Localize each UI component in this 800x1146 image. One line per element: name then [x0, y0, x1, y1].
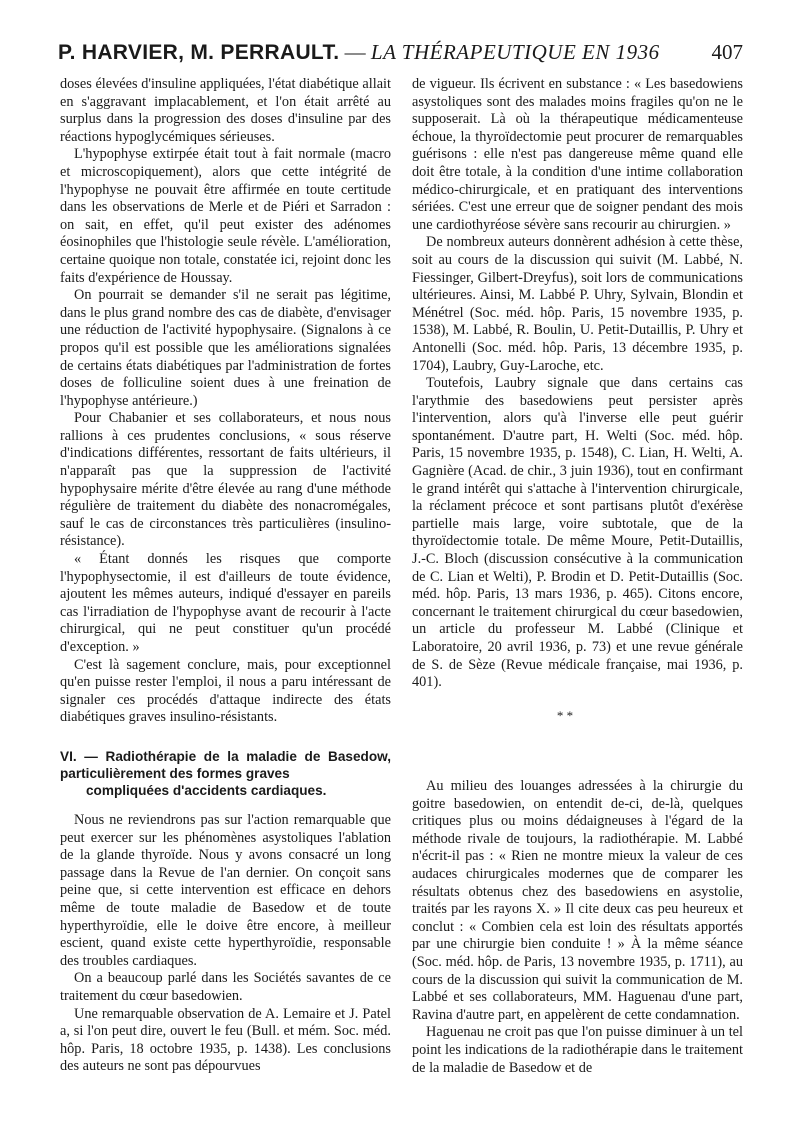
paragraph: doses élevées d'insuline appliquées, l'état diabétique allait en s'aggravant implacablement, et l'on était arrêté au surplus dans la progression des doses d'insuline par des réactions hypoglycémiques sérieuses. [60, 76, 391, 145]
paragraph: On pourrait se demander s'il ne serait pas légitime, dans le plus grand nombre des cas de diabète, d'envisager une réduction de l'activité hypophysaire. (Signalons à ce propos qu'il est possible que les améliorations signalées de certains états diabétiques par l'administration de fortes doses de folliculine soient dues à une freination de l'hypophyse antérieure.) [60, 287, 391, 409]
paragraph: Toutefois, Laubry signale que dans certains cas l'arythmie des basedowiens peut persister après l'intervention, alors qu'à l'inverse elle peut guérir spontanément. D'autre part, H. Welti (Soc. méd. hôp. Paris, 15 novembre 1935, p. 1548), C. Lian, H. Welti, A. Gagnière (Acad. de chir., 3 juin 1936), tout en confirmant le grand intérêt qui s'attache à l'intervention chirurgicale, la réclament précoce et sont partisans plutôt d'exérèse partielle mais large, voire subtotale, que de la thyroïdectomie totale. De même Moure, Petit-Dutaillis, J.-C. Bloch (discussion consécutive à la communication de C. Lian et Welti), P. Brodin et D. Petit-Dutaillis (Soc. méd. hôp. Paris, 13 mars 1936, p. 465). Citons encore, concernant le traitement chirurgical du cœur basedowien, un article du professeur M. Labbé (Clinique et Laboratoire, 20 avril 1936, p. 73) et une revue générale de S. de Sèze (Revue médicale française, mai 1936, p. 401). [412, 375, 743, 691]
paragraph: C'est là sagement conclure, mais, pour exceptionnel qu'en puisse rester l'emploi, il nous a paru intéressant de signaler ces procédés d'attaque indirecte des états diabétiques graves insulino-résistants. [60, 656, 391, 726]
paragraph: Nous ne reviendrons pas sur l'action remarquable que peut exercer sur les phénomènes asystoliques l'ablation de la glande thyroïde. Nous y avons consacré un long passage dans la Revue de l'an dernier. On conçoit sans peine que, si cette intervention est efficace en dehors même de toute maladie de Basedow et de toute hyperthyroïdie, elle le doive être encore, à meilleur escient, quand existe cette hyperthyroïdie, responsable des troubles cardiaques. [60, 812, 391, 969]
page-number: 407 [711, 40, 743, 64]
paragraph: Haguenau ne croit pas que l'on puisse diminuer à un tel point les indications de la radiothérapie dans le traitement de la maladie de Basedow et de [412, 1024, 743, 1076]
right-column [412, 76, 743, 692]
section-heading-line1: VI. — Radiothérapie de la maladie de Basedow, particulièrement des formes graves [60, 749, 391, 781]
paragraph: L'hypophyse extirpée était tout à fait normale (macro et microscopiquement), alors que cette intégrité de l'hypophyse ne pouvait être affirmée en toute certitude dans les observations de Merle et de Piéri et Sarradon : on sait, en effet, qu'il peut exister des adénomes éosinophiles que l'histologie seule révèle. L'amélioration, certaine quoique non totale, constatée ici, rejoint donc les faits d'expérience de Houssay. [60, 146, 391, 286]
paragraph: On a beaucoup parlé dans les Sociétés savantes de ce traitement du cœur basedowien. [60, 970, 391, 1004]
left-column [60, 76, 391, 727]
section-heading [60, 748, 391, 799]
paragraph: Une remarquable observation de A. Lemaire et J. Patel a, si l'on peut dire, ouvert le feu (Bull. et mém. Soc. méd. hôp. Paris, 18 octobre 1935, p. 1438). Les conclusions des auteurs ne sont pas dépourvues [60, 1005, 391, 1075]
paragraph: Pour Chabanier et ses collaborateurs, et nous nous rallions à ces prudentes conclusions, « sous réserve d'indications différentes, ressortant de faits ultérieurs, il n'apparaît pas que la suppression de l'activité hypophysaire mérite d'être élevée au rang d'une méthode régulière de traitement du diabète des nonacromégales, sauf le cas de circonstances très particulières (insulino-résistance). [60, 410, 391, 550]
running-header [58, 40, 743, 72]
paragraph: Au milieu des louanges adressées à la chirurgie du goitre basedowien, on entendit de-ci, de-là, quelques critiques plus ou moins dédaigneuses à l'égard de la méthode rivale de toujours, la radiothérapie. M. Labbé n'écrit-il pas : « Rien ne montre mieux la valeur de ces audaces chirurgicales modernes que de comparer les résultats obtenus chez des basedowiens en asystolie, traités par les rayons X. » Il cite deux cas peu heureux et conclut : « Combien cela est loin des résultats apportés par une chirurgie bien conduite ! » À la même séance (Soc. méd. hôp. de Paris, 13 novembre 1935, p. 1711), au cours de la discussion qui suivit la communication de M. Labbé et ses collaborateurs, MM. Haguenau d'une part, Ravina d'autre part, en appelèrent de cette condamnation. [412, 778, 743, 1023]
left-column-lower [60, 812, 391, 1076]
header-authors: P. HARVIER, M. PERRAULT. [58, 41, 340, 64]
section-heading-line2: compliquées d'accidents cardiaques. [86, 783, 327, 798]
paragraph: « Étant donnés les risques que comporte l'hypophysectomie, il est d'ailleurs de toute évidence, ajoutent les mêmes auteurs, indiqué d'essayer en pareils cas l'irradiation de l'hypophyse avant de recourir à l'acte chirurgical, qui ne peut constituer qu'un procédé d'exception. » [60, 551, 391, 655]
header-title: LA THÉRAPEUTIQUE EN 1936 [370, 40, 660, 64]
paragraph: De nombreux auteurs donnèrent adhésion à cette thèse, soit au cours de la discussion qui suivit (M. Labbé, N. Fiessinger, Gilbert-Dreyfus), soit lors de communications ultérieures. Ainsi, M. Labbé P. Uhry, Sylvain, Blondin et Ménétrel (Soc. méd. hôp. Paris, 15 novembre 1935, p. 1538), M. Labbé, R. Boulin, U. Petit-Dutaillis, P. Uhry et Antonelli (Soc. méd. hôp. Paris, 13 décembre 1935, p. 1704), Laubry, Guy-Laroche, etc. [412, 234, 743, 374]
right-column-lower [412, 778, 743, 1077]
paragraph: de vigueur. Ils écrivent en substance : « Les basedowiens asystoliques sont des malades moins fragiles qu'on ne le supposerait. Là où la thérapeutique médicamenteuse échoue, la thyroïdectomie peut procurer de remarquables guérisons : elle n'est pas dangereuse même quand elle doit être totale, à la condition d'une intime collaboration médico-chirurgicale, et en pratiquant des interventions sériées. C'est une erreur que de soigner pendant des mois une cardiothyréose sévère sans recourir au chirurgien. » [412, 76, 743, 233]
section-separator: * * [556, 708, 574, 723]
header-dash: — [339, 40, 371, 64]
